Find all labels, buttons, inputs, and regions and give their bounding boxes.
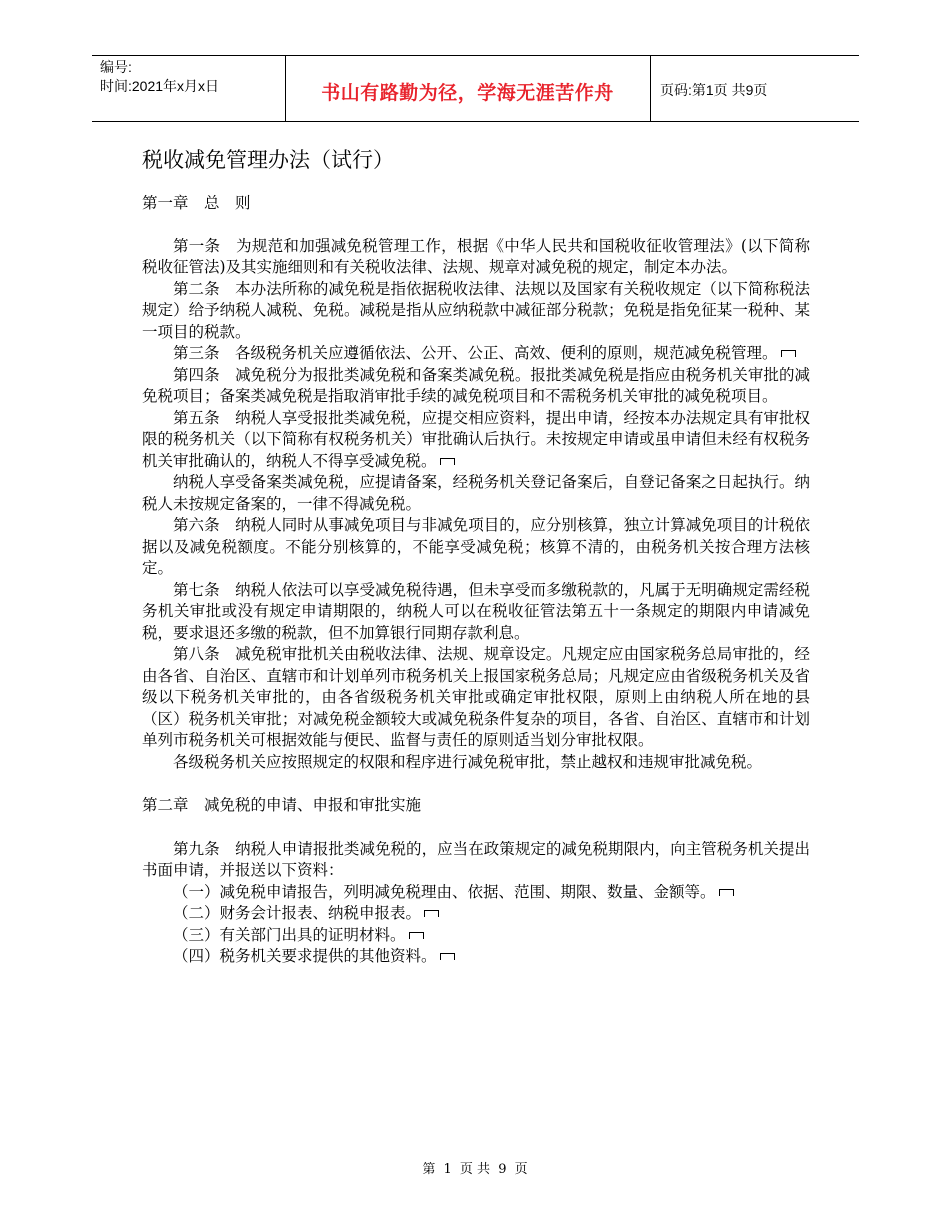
- paragraph-mark-icon: [440, 953, 455, 960]
- footer-suffix: 页: [514, 1162, 528, 1177]
- article-9: 第九条 纳税人申请报批类减免税的，应当在政策规定的减免税期限内，向主管税务机关提出书面申请，并报送以下资料：: [142, 839, 810, 879]
- header-divider-right: [650, 55, 651, 121]
- article-8: 第八条 减免税审批机关由税收法律、法规、规章设定。凡规定应由国家税务总局审批的，经由各省、自治区、直辖市和计划单列市税务机关上报国家税务总局；凡规定应由省级税务机关及省级以下税务机关审批的，由各省级税务机关审批或确定审批权限，原则上由纳税人所在地的县（区）税务机关审批；对减免税金额较大或减免税条件复杂的项目，各省、自治区、直辖市和计划单列市税务机关可根据效能与便民、监督与责任的原则适当划分审批权限。: [142, 645, 810, 749]
- article-2: 第二条 本办法所称的减免税是指依据税收法律、法规以及国家有关税收规定（以下简称税法规定）给予纳税人减税、免税。减税是指从应纳税款中减征部分税款；免税是指免征某一税种、某一项目的税款。: [142, 279, 810, 341]
- header-code-label: 编号:: [100, 59, 132, 75]
- article-8-continued: 各级税务机关应按照规定的权限和程序进行减免税审批，禁止越权和违规审批减免税。: [173, 752, 763, 771]
- article-6: 第六条 纳税人同时从事减免项目与非减免项目的，应分别核算，独立计算减免项目的计税依据以及减免税额度。不能分别核算的，不能享受减免税；核算不清的，由税务机关按合理方法核定。: [142, 516, 810, 577]
- footer-prefix: 第: [422, 1162, 436, 1177]
- article-9-item-2: （二）财务会计报表、纳税申报表。: [142, 903, 810, 925]
- paragraph-mark-icon: [440, 458, 455, 465]
- paragraph-mark-icon: [409, 932, 424, 939]
- document-body: [142, 193, 810, 968]
- chapter-heading-1: 第一章 总 则: [142, 194, 251, 212]
- article-7: 第七条 纳税人依法可以享受减免税待遇，但未享受而多缴税款的，凡属于无明确规定需经税务机关审批或没有规定申请期限的，纳税人可以在税收征管法第五十一条规定的期限内申请减免税，要求退还多缴的税款，但不加算银行同期存款利息。: [142, 580, 810, 642]
- header-time-label: 时间:2021年x月x日: [100, 78, 220, 94]
- header-page-label: 页码:第1页 共9页: [660, 82, 768, 98]
- page-footer: [0, 1158, 950, 1177]
- header-meta: [100, 58, 219, 96]
- footer-page-number: 1: [443, 1162, 452, 1177]
- paragraph-mark-icon: [424, 910, 439, 917]
- article-3: 第三条 各级税务机关应遵循依法、公开、公正、高效、便利的原则，规范减免税管理。: [142, 343, 810, 365]
- footer-mid: 页 共: [459, 1162, 491, 1177]
- article-1: 第一条 为规范和加强减免税管理工作，根据《中华人民共和国税收征收管理法》(以下简称税收征管法)及其实施细则和有关税收法律、法规、规章对减免税的规定，制定本办法。: [142, 236, 810, 276]
- paragraph-mark-icon: [719, 889, 734, 896]
- document-title: 税收减免管理办法（试行）: [142, 148, 394, 172]
- article-4: 第四条 减免税分为报批类减免税和备案类减免税。报批类减免税是指应由税务机关审批的减免税项目；备案类减免税是指取消审批手续的减免税项目和不需税务机关审批的减免税项目。: [142, 365, 810, 405]
- article-9-item-3: （三）有关部门出具的证明材料。: [142, 925, 810, 947]
- article-9-item-4: （四）税务机关要求提供的其他资料。: [142, 946, 810, 968]
- footer-total-pages: 9: [498, 1162, 507, 1177]
- article-9-item-1: （一）减免税申请报告，列明减免税理由、依据、范围、期限、数量、金额等。: [142, 882, 810, 904]
- chapter-heading-2: 第二章 减免税的申请、申报和审批实施: [142, 796, 422, 814]
- paragraph-mark-icon: [781, 350, 796, 357]
- header-top-rule: [92, 55, 859, 56]
- article-5-continued: 纳税人享受备案类减免税，应提请备案，经税务机关登记备案后，自登记备案之日起执行。纳税人未按规定备案的，一律不得减免税。: [142, 473, 810, 513]
- article-5: 第五条 纳税人享受报批类减免税，应提交相应资料，提出申请，经按本办法规定具有审批权限的税务机关（以下简称有权税务机关）审批确认后执行。未按规定申请或虽申请但未经有权税务机关审批确认的，纳税人不得享受减免税。: [142, 408, 810, 470]
- header-bottom-rule: [92, 121, 859, 122]
- header-motto: 书山有路勤为径，学海无涯苦作舟: [321, 82, 614, 104]
